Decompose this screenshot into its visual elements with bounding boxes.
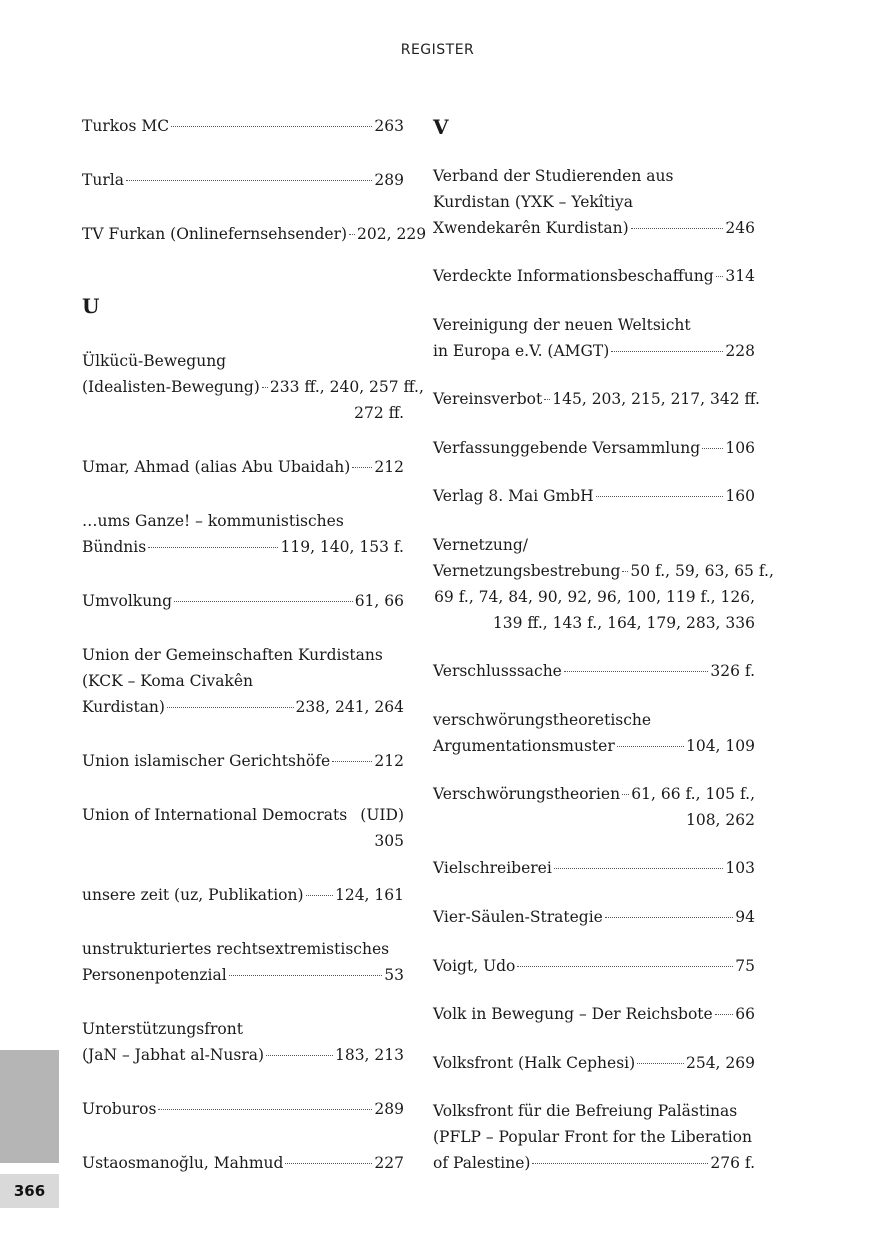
entry-pages: 61, 66 f., 105 f.,	[631, 785, 755, 803]
entry-term: Turkos MC	[82, 117, 170, 135]
dot-leader	[171, 126, 372, 127]
entry-term: Vernetzung/	[433, 536, 529, 554]
entry-pages-continued: 272 ff.	[354, 404, 404, 422]
dot-leader	[544, 399, 550, 400]
dot-leader	[622, 794, 629, 795]
index-entry	[433, 953, 755, 979]
dot-leader	[637, 1063, 684, 1064]
dot-leader	[702, 448, 723, 449]
entry-term: Vier-Säulen-Strategie	[433, 908, 603, 926]
entry-term: Verschwörungstheorien	[433, 785, 621, 803]
index-entry	[82, 348, 424, 426]
entry-line	[82, 113, 404, 139]
entry-line	[433, 658, 755, 684]
index-entry	[82, 221, 427, 247]
dot-leader	[605, 917, 733, 918]
entry-term: (Idealisten-Bewegung)	[82, 378, 260, 396]
index-entry	[82, 113, 404, 139]
index-entry	[433, 707, 755, 759]
entry-term: TV Furkan (Onlinefernsehsender)	[82, 225, 348, 243]
entry-term: Xwendekarên Kurdistan)	[433, 219, 629, 237]
entry-term: Verfassunggebende Versammlung	[433, 438, 701, 457]
entry-line	[433, 1001, 755, 1027]
dot-leader	[332, 761, 372, 762]
index-entry	[433, 658, 755, 684]
entry-pages: 119, 140, 153 f.	[280, 538, 404, 556]
entry-term: Verschlusssache	[433, 662, 562, 680]
dot-leader	[617, 746, 684, 747]
entry-line	[433, 1050, 755, 1076]
dot-leader	[564, 671, 709, 672]
entry-line	[82, 454, 404, 480]
entry-pages: 53	[384, 966, 404, 984]
index-entry	[433, 263, 755, 289]
entry-line	[433, 338, 755, 364]
entry-term: of Palestine)	[433, 1154, 531, 1173]
index-entry	[82, 1096, 404, 1122]
entry-line	[433, 435, 755, 461]
entry-line	[433, 263, 755, 289]
entry-term: Uroburos	[82, 1100, 157, 1118]
entry-line	[82, 694, 404, 720]
dot-leader	[262, 387, 268, 388]
dot-leader	[285, 1163, 372, 1164]
index-entry	[433, 386, 760, 412]
index-entry	[82, 588, 404, 614]
entry-line	[82, 802, 404, 828]
entry-term: Vielschreiberei	[433, 859, 552, 878]
entry-pages: 233 ff., 240, 257 ff.,	[269, 378, 424, 396]
entry-line	[433, 189, 755, 215]
entry-pages: 227	[374, 1154, 404, 1172]
entry-pages-continued: 139 ff., 143 f., 164, 179, 283, 336	[492, 614, 755, 632]
entry-line	[433, 532, 755, 558]
entry-pages: 326 f.	[710, 662, 755, 680]
index-entry	[82, 882, 404, 908]
dot-leader	[716, 276, 724, 277]
entry-line	[82, 882, 404, 908]
entry-line	[433, 1150, 755, 1176]
index-entry	[433, 904, 755, 930]
entry-term: in Europa e.V. (AMGT)	[433, 341, 610, 360]
entry-pages: 254, 269	[685, 1053, 755, 1072]
dot-leader	[148, 547, 278, 548]
entry-term: Volksfront für die Befreiung Palästinas	[433, 1102, 738, 1121]
entry-line	[433, 953, 755, 979]
entry-line	[82, 167, 404, 193]
entry-pages: 212	[374, 458, 404, 476]
section-letter: V	[433, 115, 449, 139]
entry-term: Volksfront (Halk Cephesi)	[433, 1053, 636, 1072]
entry-pages: 289	[374, 171, 404, 189]
entry-line	[82, 748, 404, 774]
index-entry	[82, 1016, 404, 1068]
entry-line	[433, 386, 760, 412]
dot-leader	[306, 895, 333, 896]
index-entry	[433, 312, 755, 364]
dot-leader	[631, 228, 724, 229]
entry-term: Union islamischer Gerichtshöfe	[82, 752, 331, 770]
entry-term: Verdeckte Informationsbeschaffung	[433, 267, 714, 286]
dot-leader	[349, 234, 355, 235]
index-entry	[433, 483, 755, 509]
entry-term: Vernetzungsbestrebung	[433, 562, 621, 580]
entry-pages: 106	[725, 438, 755, 457]
index-entry	[433, 532, 774, 636]
index-entry	[433, 435, 755, 461]
entry-term: Union of International Democrats	[82, 806, 348, 824]
entry-term: Union der Gemeinschaften Kurdistans	[82, 646, 383, 664]
entry-line	[433, 781, 755, 807]
entry-pages: 160	[725, 487, 755, 506]
entry-pages: 124, 161	[334, 886, 404, 904]
entry-term: …ums Ganze! – kommunistisches	[82, 512, 344, 530]
entry-term: Argumentationsmuster	[433, 736, 615, 755]
entry-term: Verband der Studierenden aus	[433, 167, 674, 185]
entry-term: Kurdistan)	[82, 698, 165, 716]
index-entry	[82, 936, 404, 988]
entry-term: Turla	[82, 171, 124, 189]
entry-line	[82, 588, 404, 614]
entry-term: Personenpotenzial	[82, 966, 227, 984]
entry-pages: 104, 109	[685, 736, 755, 755]
thumb-index-tab	[0, 1050, 59, 1163]
entry-line	[82, 1042, 404, 1068]
running-header: REGISTER	[400, 42, 475, 58]
dot-leader	[517, 966, 733, 967]
entry-pages: 50 f., 59, 63, 65 f.,	[630, 562, 774, 580]
dot-leader	[266, 1055, 333, 1056]
entry-line	[82, 642, 404, 668]
entry-term: Unterstützungsfront	[82, 1020, 243, 1038]
entry-term: Ülkücü-Bewegung	[82, 352, 227, 370]
entry-term: Voigt, Udo	[433, 956, 516, 975]
entry-pages: 314	[725, 267, 755, 286]
entry-term: (PFLP – Popular Front for the Liberation	[433, 1128, 752, 1147]
entry-pages: 75	[735, 956, 755, 975]
dot-leader	[611, 351, 723, 352]
entry-line	[433, 904, 755, 930]
dot-leader	[158, 1109, 372, 1110]
entry-term: (UID)	[360, 806, 404, 824]
dot-leader	[622, 571, 628, 572]
entry-pages: 276 f.	[710, 1154, 755, 1173]
entry-line	[433, 163, 755, 189]
entry-line	[82, 1096, 404, 1122]
index-entry	[82, 642, 404, 720]
entry-term: unsere zeit (uz, Publikation)	[82, 886, 304, 904]
entry-line	[82, 1150, 404, 1176]
entry-line	[82, 374, 424, 400]
entry-line	[433, 855, 755, 881]
index-entry	[82, 508, 404, 560]
entry-term: unstrukturiertes rechtsextremistisches	[82, 940, 390, 958]
entry-pages-continued: 69 f., 74, 84, 90, 92, 96, 100, 119 f., 126,	[434, 588, 755, 606]
index-entry	[82, 1150, 404, 1176]
entry-line	[433, 558, 774, 584]
entry-pages: 66	[735, 1005, 755, 1024]
entry-line	[82, 534, 404, 560]
entry-line	[433, 1098, 755, 1124]
entry-pages: 212	[374, 752, 404, 770]
page-number: 366	[0, 1174, 59, 1208]
index-entry	[82, 802, 404, 854]
entry-term: Volk in Bewegung – Der Reichsbote	[433, 1005, 713, 1024]
entry-line	[433, 312, 755, 338]
entry-line	[433, 733, 755, 759]
entry-pages: 61, 66	[354, 592, 404, 610]
entry-pages: 145, 203, 215, 217, 342 ff.	[552, 390, 760, 409]
dot-leader	[715, 1014, 734, 1015]
entry-pages: 238, 241, 264	[295, 698, 404, 716]
entry-line	[82, 962, 404, 988]
entry-term: Ustaosmanoğlu, Mahmud	[82, 1154, 284, 1172]
entry-term: Verlag 8. Mai GmbH	[433, 487, 594, 506]
entry-pages: 246	[725, 219, 755, 237]
index-entry	[433, 1098, 755, 1176]
entry-line	[82, 221, 427, 247]
entry-line	[82, 508, 404, 534]
entry-line	[433, 215, 755, 241]
entry-term: (KCK – Koma Civakên	[82, 672, 253, 690]
dot-leader	[554, 868, 724, 869]
entry-pages: 183, 213	[334, 1046, 404, 1064]
index-entry	[433, 1001, 755, 1027]
entry-pages: 228	[725, 341, 755, 360]
entry-line	[82, 668, 404, 694]
entry-line	[82, 348, 404, 374]
entry-term: Bündnis	[82, 538, 147, 556]
section-letter: U	[82, 294, 100, 318]
entry-line	[82, 1016, 404, 1042]
entry-pages: 94	[735, 908, 755, 926]
entry-pages-continued: 108, 262	[685, 811, 755, 829]
index-entry	[82, 167, 404, 193]
dot-leader	[229, 975, 383, 976]
entry-term: Umvolkung	[82, 592, 173, 610]
dot-leader	[596, 496, 724, 497]
entry-term: verschwörungstheoretische	[433, 710, 652, 729]
entry-line	[433, 1124, 755, 1150]
entry-pages-continued: 305	[374, 832, 404, 850]
entry-term: Vereinsverbot	[433, 390, 543, 409]
dot-leader	[126, 180, 372, 181]
index-entry	[82, 454, 404, 480]
index-entry	[433, 163, 755, 241]
dot-leader	[532, 1163, 708, 1164]
entry-pages: 202, 229	[357, 225, 427, 243]
entry-pages: 263	[374, 117, 404, 135]
entry-term: Vereinigung der neuen Weltsicht	[433, 315, 691, 334]
entry-line	[433, 707, 755, 733]
dot-leader	[167, 707, 294, 708]
index-entry	[433, 855, 755, 881]
entry-term: Kurdistan (YXK – Yekîtiya	[433, 193, 633, 211]
entry-pages: 289	[374, 1100, 404, 1118]
entry-line	[82, 936, 404, 962]
entry-term: (JaN – Jabhat al-Nusra)	[82, 1046, 265, 1064]
entry-term: Umar, Ahmad (alias Abu Ubaidah)	[82, 458, 351, 476]
index-entry	[82, 748, 404, 774]
index-entry	[433, 781, 755, 833]
dot-leader	[352, 467, 372, 468]
entry-pages: 103	[725, 859, 755, 878]
entry-line	[433, 483, 755, 509]
dot-leader	[174, 601, 353, 602]
index-entry	[433, 1050, 755, 1076]
